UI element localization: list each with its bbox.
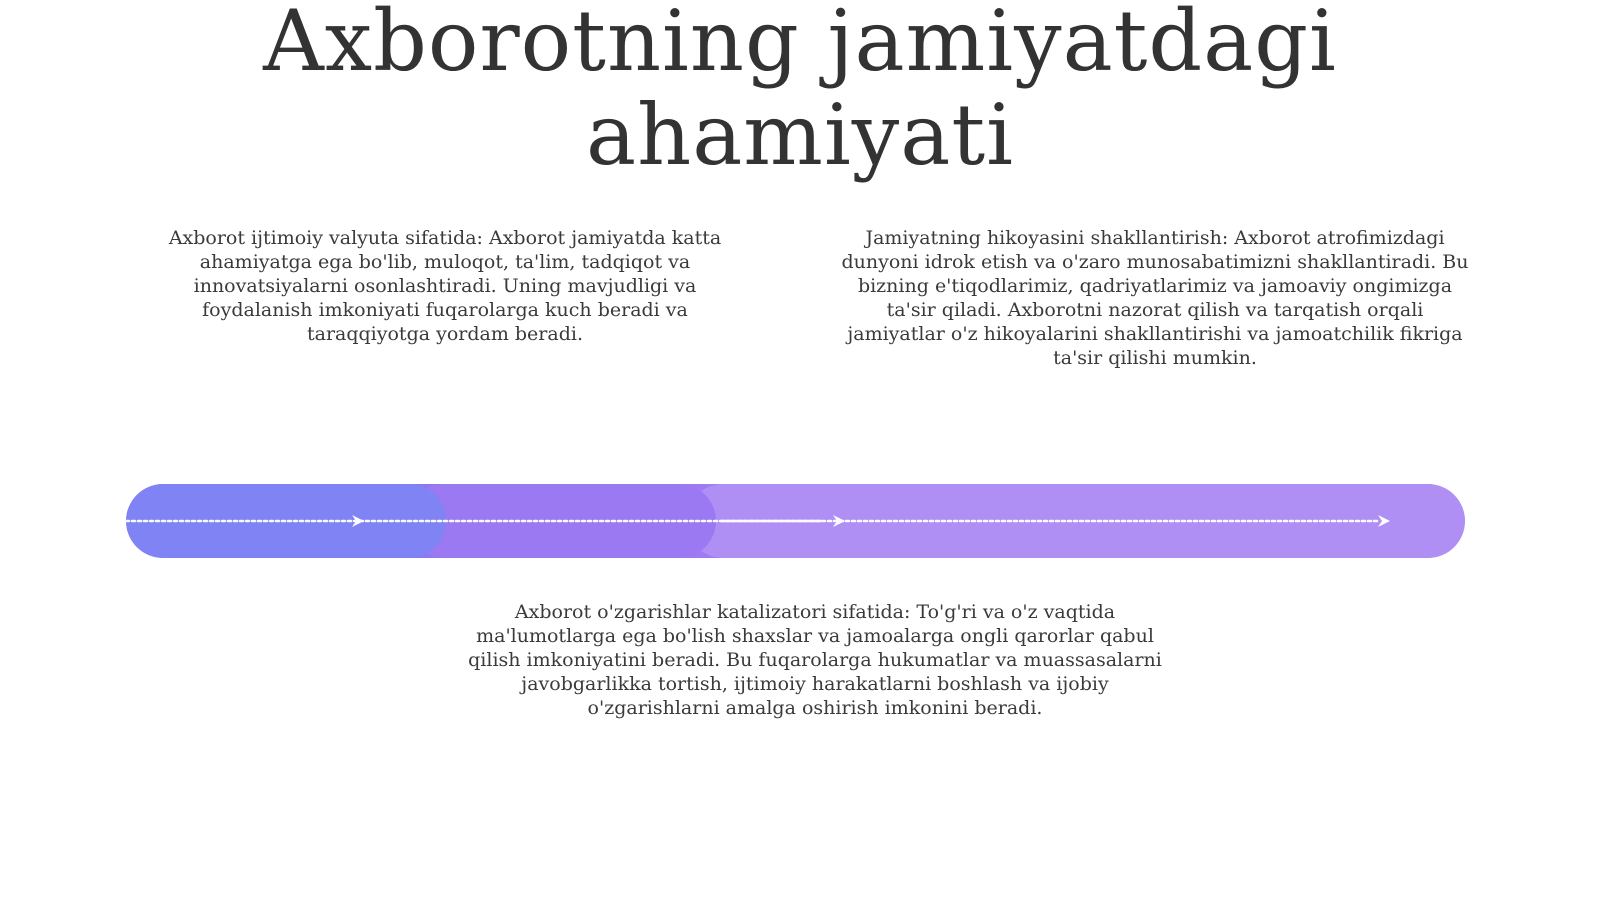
point-text-3: Axborot o'zgarishlar katalizatori sifatida: To'g'ri va o'z vaqtida ma'lumotlarga ega bo'lish shaxslar va jamoalarga ongli qarorlar qabul qilish imkoniyatini beradi. Bu fuqarolarga hukumatlar va muassasalarni javobgarlikka tortish, ijtimoiy harakatlarni boshlash va ijobiy o'zgarishlarni amalga oshirish imkonini beradi. xyxy=(468,601,1162,719)
timeline-bar xyxy=(126,484,1465,558)
timeline-connector xyxy=(126,484,1465,558)
point-text-1: Axborot ijtimoiy valyuta sifatida: Axborot jamiyatda katta ahamiyatga ega bo'lib, muloqot, ta'lim, tadqiqot va innovatsiyalarni osonlashtiradi. Uning mavjudligi va foydalanish imkoniyati fuqarolarga kuch beradi va taraqqiyotga yordam beradi. xyxy=(168,227,722,345)
page-title: Axborotning jamiyatdagi ahamiyati xyxy=(263,0,1337,184)
point-text-2: Jamiyatning hikoyasini shakllantirish: Axborot atrofimizdagi dunyoni idrok etish va o'zaro munosabatimizni shakllantiradi. Bu bizning e'tiqodlarimiz, qadriyatlarimiz va jamoaviy ongimizga ta'sir qiladi. Axborotni nazorat qilish va tarqatish orqali jamiyatlar o'z hikoyalarini shakllantirishi va jamoatchilik fikriga ta'sir qilishi mumkin. xyxy=(841,227,1469,369)
arrow-right-icon xyxy=(1378,515,1390,527)
